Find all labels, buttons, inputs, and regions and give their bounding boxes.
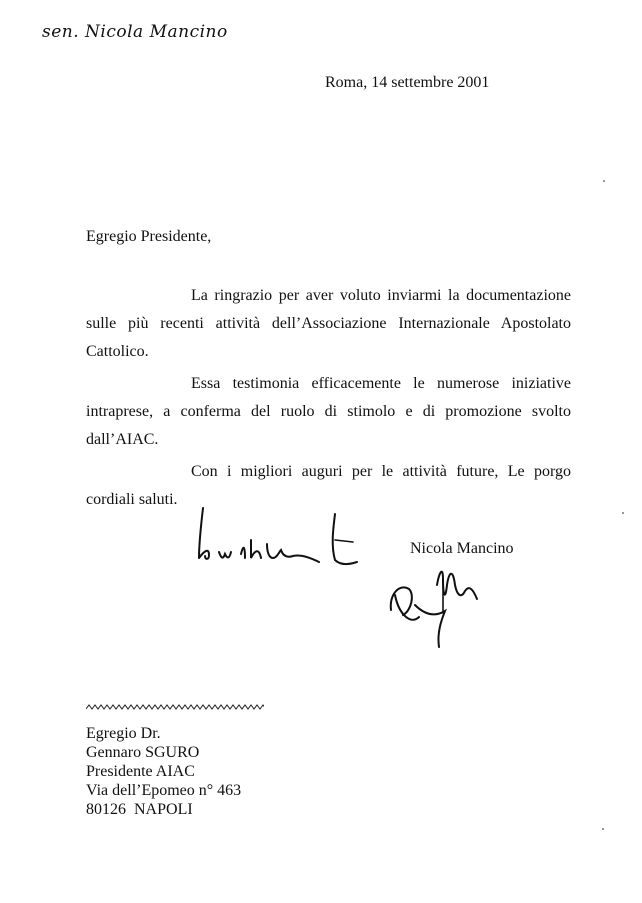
letterhead: sen. Nicola Mancino [42,22,228,42]
address-line-4: Via dell’Epomeo n° 463 [86,782,242,799]
letter-date: Roma, 14 settembre 2001 [325,74,490,91]
paragraph-3: Con i migliori auguri per le attività future, Le porgo cordiali saluti. [86,463,571,508]
address-line-2: Gennaro SGURO [86,744,200,761]
wavy-divider [86,703,264,713]
printed-signature-name: Nicola Mancino [410,540,514,557]
address-line-3: Presidente AIAC [86,763,195,780]
salutation: Egregio Presidente, [86,228,212,245]
recipient-address [86,724,241,819]
signature-flourish [385,555,485,650]
letter-body [86,282,571,518]
scan-speck [602,828,604,830]
paragraph-2: Essa testimonia efficacemente le numerose iniziative intraprese, a conferma del ruolo di stimolo e di promozione svolto dall’AIAC. [86,375,571,448]
handwritten-signature [185,500,375,585]
scan-speck [603,180,605,182]
paragraph-1: La ringrazio per aver voluto inviarmi la documentazione sulle più recenti attività dell’Associazione Internazionale Apostolato Cattolico. [86,287,571,360]
address-line-1: Egregio Dr. [86,725,161,742]
scan-speck [622,512,624,514]
address-line-5: 80126 NAPOLI [86,801,193,818]
